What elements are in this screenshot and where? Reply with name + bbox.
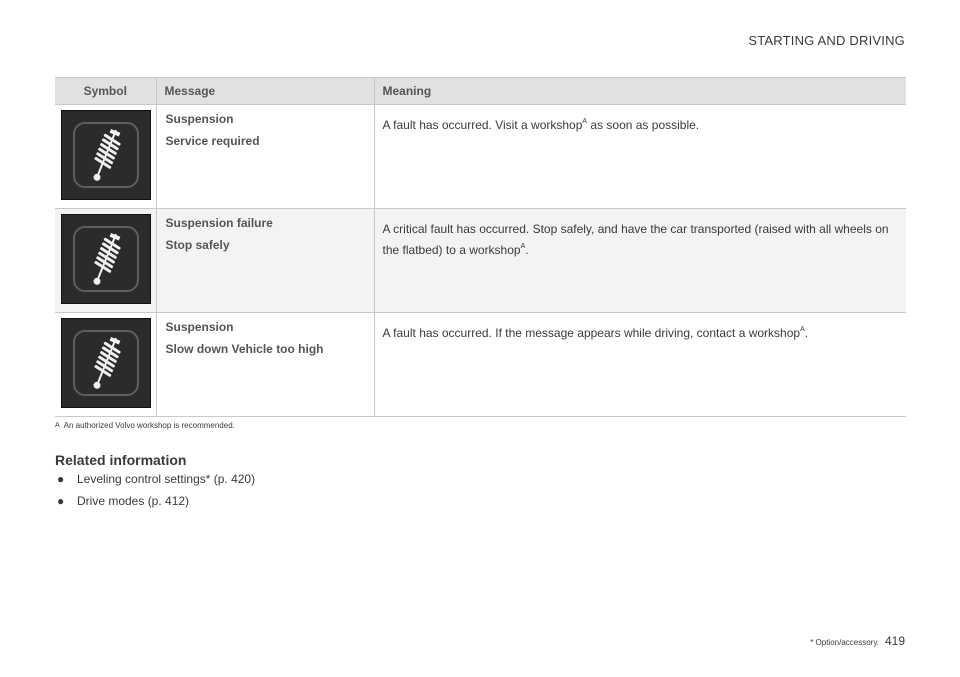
message-cell [156,313,374,417]
column-header-meaning: Meaning [374,78,906,105]
related-link-leveling-control[interactable] [55,470,255,490]
symbol-cell [55,209,156,313]
meaning-cell [374,105,906,209]
suspension-warning-icon [61,214,151,304]
symbol-cell [55,105,156,209]
meaning-text-end: . [525,243,529,257]
symbol-cell [55,313,156,417]
bullet-icon: ● [57,494,65,508]
message-title: Suspension [165,112,234,126]
meaning-text: A fault has occurred. If the message appears while driving, contact a workshop [382,326,801,340]
footnote-text: An authorized Volvo workshop is recommended. [63,421,235,430]
page-number: 419 [884,634,905,648]
table-header-row [55,78,906,105]
bullet-icon: ● [57,472,65,486]
related-information-heading: Related information [55,452,187,468]
section-header: STARTING AND DRIVING [748,33,905,48]
column-header-message: Message [156,78,374,105]
footnote-mark: A [55,422,60,429]
table-row [55,105,906,209]
suspension-warning-icon [61,110,151,200]
meaning-text-end: . [804,326,809,340]
footnote-ref: A [582,118,588,125]
table-row [55,313,906,417]
message-subtitle: Service required [165,134,260,148]
meaning-text: A critical fault has occurred. Stop safely, and have the car transported (raised with all wheels on the flatbed) to a workshop [382,222,889,257]
related-link-label: Drive modes (p. 412) [77,494,190,508]
message-cell [156,105,374,209]
option-note: * Option/accessory. [810,638,879,647]
footnote-ref: A [800,326,805,333]
page-footer [810,634,905,648]
meaning-cell [374,209,906,313]
table-row [55,209,906,313]
message-subtitle: Stop safely [165,238,230,252]
meaning-text-end: as soon as possible. [587,118,700,132]
footnote-ref: A [520,243,526,250]
related-links-list [55,470,255,514]
message-title: Suspension failure [165,216,273,230]
suspension-warning-icon [61,318,151,408]
meaning-text: A fault has occurred. Visit a workshop [382,118,583,132]
table-footnote [55,421,235,430]
column-header-symbol: Symbol [55,78,156,105]
message-cell [156,209,374,313]
related-link-label: Leveling control settings* (p. 420) [77,472,256,486]
message-title: Suspension [165,320,234,334]
meaning-cell [374,313,906,417]
related-link-drive-modes[interactable] [55,492,255,512]
message-subtitle: Slow down Vehicle too high [165,342,324,356]
message-table [55,77,906,417]
